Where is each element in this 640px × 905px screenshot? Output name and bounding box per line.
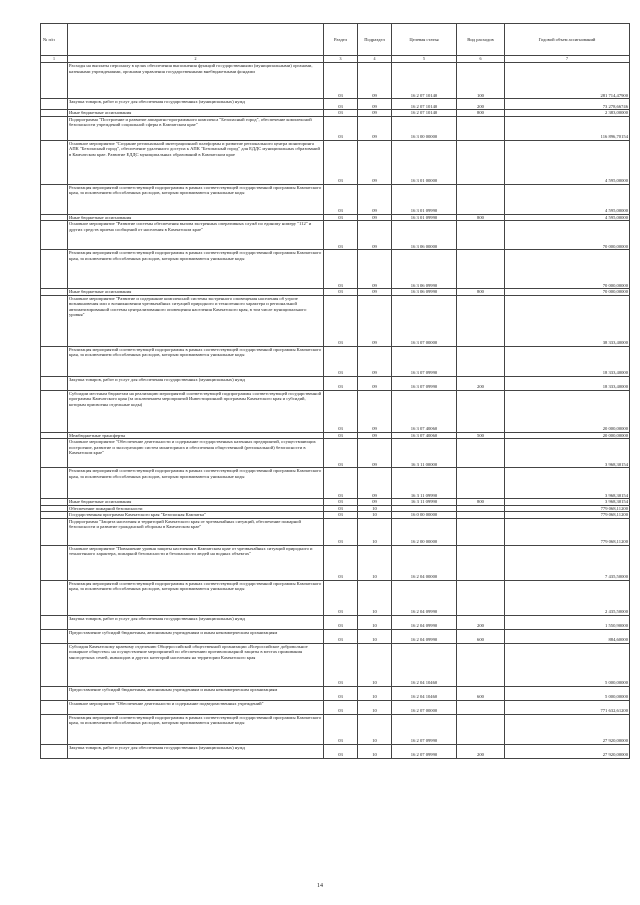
row-target-article: 16 2 07 10140	[392, 99, 457, 110]
column-number: 7	[505, 56, 630, 63]
row-subsection: 09	[358, 214, 392, 221]
row-number	[41, 116, 68, 140]
row-section: 03	[324, 744, 358, 758]
row-subsection: 09	[358, 116, 392, 140]
row-number	[41, 184, 68, 214]
table-row	[41, 700, 630, 714]
row-expense-type	[457, 439, 505, 468]
column-number: 2	[68, 56, 324, 63]
row-amount: 20 000,00000	[505, 390, 630, 432]
row-section: 03	[324, 289, 358, 296]
row-name: Иные бюджетные ассигнования	[68, 499, 324, 506]
row-section: 03	[324, 63, 358, 99]
column-number: 1	[41, 56, 68, 63]
row-name: Реализация мероприятий соответствующей подпрограммы в рамках соответствующей государственной программы Камчатского края, за исключением обособленных расходов, которым присваиваются уникальные коды	[68, 250, 324, 289]
row-amount: 18 333,40000	[505, 376, 630, 390]
row-number	[41, 63, 68, 99]
row-subsection: 10	[358, 629, 392, 643]
row-expense-type	[457, 295, 505, 346]
row-name: Обеспечение пожарной безопасности	[68, 505, 324, 512]
row-subsection: 10	[358, 615, 392, 629]
table-row	[41, 295, 630, 346]
row-amount: 4 595,00000	[505, 140, 630, 184]
row-expense-type	[457, 390, 505, 432]
row-name: Основное мероприятие "Развитие и содержание комплексной системы экстренного оповещения населения об угрозе возникновения или о возникновении чрезвычайных ситуаций природного и техногенного характера и региональной автоматизированной системы централизованного оповещения населения Камчатского края, в том числе муниципального уровня"	[68, 295, 324, 346]
row-target-article: 16 2 07 10140	[392, 110, 457, 117]
row-name: Реализация мероприятий соответствующей подпрограммы в рамках соответствующей государственной программы Камчатского края, за исключением обособленных расходов, которым присваиваются уникальные коды	[68, 714, 324, 744]
row-name: Расходы на выплаты персоналу в целях обеспечения выполнения функций государственными (муниципальными) органами, казенными учреждениями, органами управления государственными внебюджетными фондами	[68, 63, 324, 99]
row-subsection: 09	[358, 346, 392, 376]
row-number	[41, 744, 68, 758]
row-number	[41, 221, 68, 250]
table-row	[41, 686, 630, 700]
table-row	[41, 346, 630, 376]
row-section: 03	[324, 439, 358, 468]
row-expense-type: 200	[457, 376, 505, 390]
row-expense-type: 600	[457, 629, 505, 643]
row-target-article: 16 2 04 09990	[392, 629, 457, 643]
page-number: 14	[317, 883, 323, 889]
row-expense-type: 100	[457, 63, 505, 99]
budget-table-body	[41, 24, 630, 759]
row-name: Субсидии местным бюджетам на реализацию мероприятий соответствующей подпрограммы соответствующей государственной программы Камчатского края (за исключением мероприятий Инвестиционной программы Камчатского края и субсидий, которым присвоены отдельные коды)	[68, 390, 324, 432]
row-target-article: 16 2 00 00000	[392, 518, 457, 545]
row-target-article: 16 2 04 00000	[392, 545, 457, 580]
row-target-article: 16 3 01 09990	[392, 214, 457, 221]
row-expense-type	[457, 468, 505, 499]
row-number	[41, 643, 68, 686]
row-name: Межбюджетные трансферты	[68, 432, 324, 439]
row-expense-type	[457, 714, 505, 744]
row-expense-type	[457, 140, 505, 184]
row-name: Субсидия Камчатскому краевому отделению Общероссийской общественной организации «Всероссийское добровольное пожарное общество» на осуществление мероприятий по обеспечению противопожарной защиты в местах проживания многодетных семей, инвалидов и других категорий населения на территории Камчатского края	[68, 643, 324, 686]
table-row	[41, 439, 630, 468]
row-name: Реализация мероприятий соответствующей подпрограммы в рамках соответствующей государственной программы Камчатского края, за исключением обособленных расходов, которым присваиваются уникальные коды	[68, 184, 324, 214]
row-subsection: 09	[358, 376, 392, 390]
row-name: Подпрограмма "Построение и развитие аппаратно-программного комплекса "Безопасный город", обеспечение комплексной безопасности учреждений социальной сферы в Камчатском крае"	[68, 116, 324, 140]
row-amount: 779 068,11200	[505, 518, 630, 545]
header-subsection: Подраздел	[358, 24, 392, 56]
row-target-article: 16 2 04 10460	[392, 643, 457, 686]
row-section: 03	[324, 512, 358, 519]
table-row	[41, 643, 630, 686]
row-section: 03	[324, 545, 358, 580]
row-subsection: 09	[358, 110, 392, 117]
row-subsection: 10	[358, 505, 392, 512]
row-target-article: 16 3 07 09990	[392, 376, 457, 390]
row-number	[41, 390, 68, 432]
row-number	[41, 346, 68, 376]
budget-table	[40, 23, 630, 759]
row-section: 03	[324, 686, 358, 700]
row-subsection: 09	[358, 250, 392, 289]
header-expense-type: Вид расходов	[457, 24, 505, 56]
row-number	[41, 686, 68, 700]
row-amount: 70 000,00000	[505, 221, 630, 250]
row-subsection: 09	[358, 439, 392, 468]
row-expense-type: 800	[457, 289, 505, 296]
row-section: 03	[324, 432, 358, 439]
row-amount: 20 000,00000	[505, 432, 630, 439]
row-section: 03	[324, 518, 358, 545]
row-name: Основное мероприятие "Обеспечение деятельности и содержание государственных казенных предприятий, осуществляющих построение, развитие и эксплуатацию систем мониторинга и обеспечения общественной (региональной) безопасности в Камчатском крае"	[68, 439, 324, 468]
row-subsection: 10	[358, 512, 392, 519]
table-row	[41, 629, 630, 643]
row-target-article: 16 3 01 09990	[392, 184, 457, 214]
row-target-article: 16 3 06 09990	[392, 289, 457, 296]
row-target-article: 16 2 04 09990	[392, 580, 457, 615]
row-target-article: 16 2 04 09990	[392, 615, 457, 629]
header-amount: Годовой объем ассигнований	[505, 24, 630, 56]
row-amount: 27 920,00000	[505, 744, 630, 758]
row-section: 03	[324, 499, 358, 506]
row-expense-type	[457, 221, 505, 250]
row-expense-type: 200	[457, 99, 505, 110]
row-section: 03	[324, 714, 358, 744]
row-expense-type: 800	[457, 499, 505, 506]
row-section: 03	[324, 468, 358, 499]
row-subsection: 10	[358, 700, 392, 714]
table-row	[41, 518, 630, 545]
row-number	[41, 545, 68, 580]
row-target-article: 16 3 00 00000	[392, 116, 457, 140]
row-subsection: 09	[358, 140, 392, 184]
row-section: 03	[324, 615, 358, 629]
table-row	[41, 615, 630, 629]
row-amount: 1 550,90000	[505, 615, 630, 629]
row-amount: 18 333,40000	[505, 346, 630, 376]
table-row	[41, 116, 630, 140]
row-target-article: 16 3 07 40060	[392, 390, 457, 432]
row-expense-type	[457, 700, 505, 714]
row-amount: 70 000,00000	[505, 250, 630, 289]
row-name: Иные бюджетные ассигнования	[68, 214, 324, 221]
row-number	[41, 99, 68, 110]
row-amount: 779 068,11200	[505, 512, 630, 519]
table-row	[41, 63, 630, 99]
row-amount: 4 595,00000	[505, 214, 630, 221]
row-amount: 27 920,00000	[505, 714, 630, 744]
row-subsection: 10	[358, 518, 392, 545]
row-number	[41, 518, 68, 545]
row-section: 03	[324, 376, 358, 390]
row-name: Основное мероприятие "Повышение уровня защиты населения в Камчатском крае от чрезвычайных ситуаций природного и техногенного характера, пожарной безопасности и безопасности людей на водных объектах"	[68, 545, 324, 580]
table-row	[41, 221, 630, 250]
row-section: 03	[324, 184, 358, 214]
row-amount: 38 333,40000	[505, 295, 630, 346]
row-amount: 7 435,50000	[505, 545, 630, 580]
row-number	[41, 700, 68, 714]
row-subsection: 10	[358, 686, 392, 700]
header-section: Раздел	[324, 24, 358, 56]
row-name: Иные бюджетные ассигнования	[68, 289, 324, 296]
row-amount: 281 714,47900	[505, 63, 630, 99]
row-amount: 779 068,11200	[505, 505, 630, 512]
column-number: 6	[457, 56, 505, 63]
row-amount: 884,60000	[505, 629, 630, 643]
row-amount: 3 968,30154	[505, 468, 630, 499]
row-name: Реализация мероприятий соответствующей подпрограммы в рамках соответствующей государственной программы Камчатского края, за исключением обособленных расходов, которым присваиваются уникальные коды	[68, 346, 324, 376]
row-expense-type	[457, 545, 505, 580]
row-expense-type	[457, 518, 505, 545]
table-row	[41, 390, 630, 432]
row-expense-type: 200	[457, 744, 505, 758]
row-name: Основное мероприятие "Развитие системы обеспечения вызова экстренных оперативных служб по единому номеру "112" и других средств приема сообщений от населения в Камчатском крае"	[68, 221, 324, 250]
row-amount: 5 000,00000	[505, 686, 630, 700]
row-section: 03	[324, 110, 358, 117]
row-name: Подпрограмма "Защита населения и территорий Камчатского края от чрезвычайных ситуаций, обеспечение пожарной безопасности и развитие гражданской обороны в Камчатском крае"	[68, 518, 324, 545]
row-expense-type: 500	[457, 432, 505, 439]
table-row	[41, 545, 630, 580]
row-section: 03	[324, 390, 358, 432]
row-section: 03	[324, 700, 358, 714]
row-name: Предоставление субсидий бюджетным, автономным учреждениям и иным некоммерческим организациям	[68, 686, 324, 700]
column-number: 5	[392, 56, 457, 63]
row-amount: 5 000,00000	[505, 643, 630, 686]
row-target-article: 16 2 04 10460	[392, 686, 457, 700]
row-section: 03	[324, 99, 358, 110]
table-row	[41, 140, 630, 184]
row-number	[41, 714, 68, 744]
row-subsection: 10	[358, 580, 392, 615]
row-target-article: 16 3 07 40060	[392, 432, 457, 439]
row-section: 03	[324, 214, 358, 221]
table-header-row	[41, 24, 630, 56]
row-expense-type: 800	[457, 110, 505, 117]
row-subsection: 09	[358, 289, 392, 296]
row-subsection: 10	[358, 643, 392, 686]
row-target-article: 16 2 07 09990	[392, 744, 457, 758]
row-target-article: 16 3 11 00000	[392, 439, 457, 468]
row-amount: 3 968,30154	[505, 439, 630, 468]
column-number-row	[41, 56, 630, 63]
row-number	[41, 580, 68, 615]
row-name: Закупка товаров, работ и услуг для обеспечения государственных (муниципальных) нужд	[68, 376, 324, 390]
row-target-article: 16 3 11 09990	[392, 499, 457, 506]
column-number: 4	[358, 56, 392, 63]
row-amount: 116 896,70154	[505, 116, 630, 140]
row-target-article: 16 3 07 00000	[392, 295, 457, 346]
table-row	[41, 250, 630, 289]
row-name: Закупка товаров, работ и услуг для обеспечения государственных (муниципальных) нужд	[68, 615, 324, 629]
row-target-article: 16 3 07 09990	[392, 346, 457, 376]
header-target-article: Целевая статья	[392, 24, 457, 56]
row-section: 03	[324, 140, 358, 184]
row-name: Основное мероприятие "Создание региональной интеграционной платформы и развитие регионального центра мониторинга АПК "Безопасный город", обеспечение удаленного доступа к АПК "Безопасный город" для ЕДДС муниципальных образований в Камчатском крае. Развитие ЕДДС муниципальных образований в Камчатском крае	[68, 140, 324, 184]
header-number: № п/п	[41, 24, 68, 56]
row-amount: 4 595,00000	[505, 184, 630, 214]
row-name: Государственная программа Камчатского края "Безопасная Камчатка"	[68, 512, 324, 519]
row-subsection: 10	[358, 545, 392, 580]
row-subsection: 09	[358, 221, 392, 250]
row-number	[41, 376, 68, 390]
row-section: 03	[324, 250, 358, 289]
table-row	[41, 580, 630, 615]
row-subsection: 10	[358, 714, 392, 744]
row-expense-type	[457, 116, 505, 140]
row-expense-type: 600	[457, 686, 505, 700]
table-row	[41, 99, 630, 110]
row-target-article: 16 0 00 00000	[392, 512, 457, 519]
header-name	[68, 24, 324, 56]
row-subsection: 09	[358, 390, 392, 432]
row-expense-type	[457, 643, 505, 686]
table-row	[41, 376, 630, 390]
row-target-article: 16 2 07 10140	[392, 63, 457, 99]
row-number	[41, 615, 68, 629]
table-row	[41, 184, 630, 214]
row-expense-type: 800	[457, 214, 505, 221]
row-expense-type	[457, 580, 505, 615]
row-section: 03	[324, 643, 358, 686]
row-amount: 70 000,00000	[505, 289, 630, 296]
row-expense-type	[457, 184, 505, 214]
row-amount: 2 435,50000	[505, 580, 630, 615]
row-number	[41, 468, 68, 499]
row-number	[41, 140, 68, 184]
row-target-article: 16 2 07 00000	[392, 700, 457, 714]
row-expense-type	[457, 250, 505, 289]
row-target-article: 16 3 01 00000	[392, 140, 457, 184]
row-name: Закупка товаров, работ и услуг для обеспечения государственных (муниципальных) нужд	[68, 744, 324, 758]
row-expense-type: 200	[457, 615, 505, 629]
row-target-article: 16 3 11 09990	[392, 468, 457, 499]
table-row	[41, 714, 630, 744]
row-section: 03	[324, 295, 358, 346]
row-subsection: 09	[358, 99, 392, 110]
row-name: Основное мероприятие "Обеспечение деятельности и содержание подведомственных учреждений"	[68, 700, 324, 714]
row-subsection: 09	[358, 468, 392, 499]
row-amount: 771 632,61200	[505, 700, 630, 714]
row-amount: 73 278,66746	[505, 99, 630, 110]
row-section: 03	[324, 346, 358, 376]
row-expense-type	[457, 346, 505, 376]
row-subsection: 09	[358, 184, 392, 214]
row-number	[41, 629, 68, 643]
row-section: 03	[324, 580, 358, 615]
row-amount: 3 968,30154	[505, 499, 630, 506]
row-target-article: 16 3 06 00000	[392, 221, 457, 250]
row-section: 03	[324, 116, 358, 140]
row-section: 03	[324, 221, 358, 250]
row-name: Иные бюджетные ассигнования	[68, 110, 324, 117]
row-amount: 2 383,00000	[505, 110, 630, 117]
row-subsection: 09	[358, 295, 392, 346]
row-number	[41, 439, 68, 468]
row-number	[41, 250, 68, 289]
row-subsection: 10	[358, 744, 392, 758]
row-name: Реализация мероприятий соответствующей подпрограммы в рамках соответствующей государственной программы Камчатского края, за исключением обособленных расходов, которым присваиваются уникальные коды	[68, 468, 324, 499]
row-name: Закупка товаров, работ и услуг для обеспечения государственных (муниципальных) нужд	[68, 99, 324, 110]
table-row	[41, 468, 630, 499]
row-subsection: 09	[358, 499, 392, 506]
row-target-article: 16 3 06 09990	[392, 250, 457, 289]
table-row	[41, 744, 630, 758]
row-name: Реализация мероприятий соответствующей подпрограммы в рамках соответствующей государственной программы Камчатского края, за исключением обособленных расходов, которым присваиваются уникальные коды	[68, 580, 324, 615]
row-name: Предоставление субсидий бюджетным, автономным учреждениям и иным некоммерческим организациям	[68, 629, 324, 643]
row-number	[41, 295, 68, 346]
row-subsection: 09	[358, 432, 392, 439]
row-subsection: 09	[358, 63, 392, 99]
row-section: 03	[324, 505, 358, 512]
row-target-article: 16 2 07 09990	[392, 714, 457, 744]
column-number: 3	[324, 56, 358, 63]
row-section: 03	[324, 629, 358, 643]
